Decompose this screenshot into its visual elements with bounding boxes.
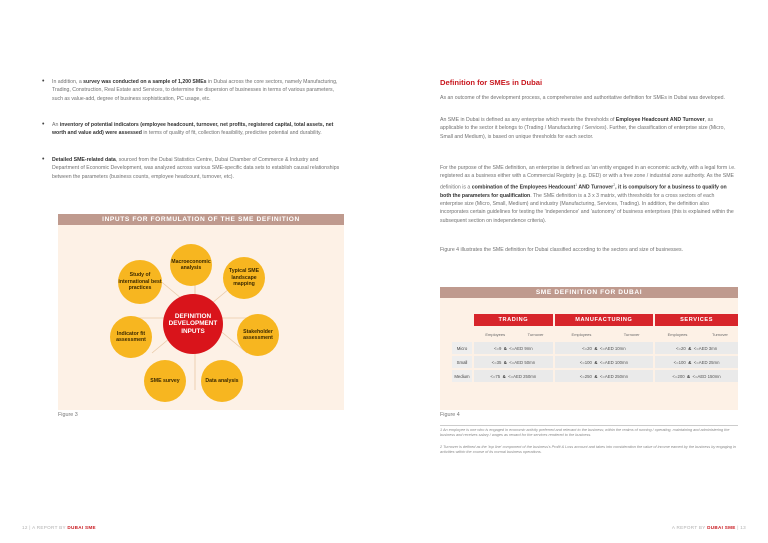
page-number: 13 bbox=[740, 525, 746, 530]
cell-trading bbox=[474, 342, 553, 354]
cell-employees: <=100 bbox=[673, 359, 686, 365]
footer-brand: DUBAI SME bbox=[67, 525, 96, 530]
ampersand: & bbox=[594, 359, 598, 365]
node-macroeconomic: Macroeconomic analysis bbox=[170, 244, 212, 286]
cell-trading bbox=[474, 356, 553, 368]
bullet-text: An bbox=[52, 122, 60, 128]
cell-services bbox=[655, 342, 738, 354]
row-label: Micro bbox=[452, 342, 472, 354]
cell-turnover: <=AED 10mn bbox=[599, 345, 626, 351]
table-sub-header-row bbox=[452, 328, 738, 340]
ampersand: & bbox=[688, 359, 692, 365]
node-best-practices: Study of international best practices bbox=[118, 260, 162, 304]
bullet-text: In addition, a bbox=[52, 79, 84, 85]
row-label: Medium bbox=[452, 370, 472, 382]
cell-services bbox=[655, 356, 738, 368]
bullet-survey bbox=[42, 78, 342, 103]
footer-text: A REPORT BY bbox=[32, 525, 66, 530]
paragraph-bold: AND Turnover bbox=[577, 184, 614, 191]
node-sme-survey: SME survey bbox=[144, 360, 186, 402]
table-row-medium bbox=[452, 370, 738, 382]
cell-turnover: <=AED 50mn bbox=[509, 359, 536, 365]
cell-manufacturing bbox=[555, 370, 653, 382]
sub-header-employees: Employees bbox=[571, 331, 592, 337]
cell-employees: <=100 bbox=[579, 359, 592, 365]
bullet-dot: • bbox=[42, 121, 45, 128]
sub-header-turnover: Turnover bbox=[527, 331, 544, 337]
bullet-text: in Dubai across the core sectors, namely Manufacturing, Trading, Construction, Real Estate and Services, to determine the dispersion of businesses in terms of various parameters, such as value-add, degree of business sophistication, PC usage, etc. bbox=[52, 79, 338, 102]
bullet-bold: survey was conducted on a sample of 1,200 SMEs bbox=[83, 79, 207, 85]
section-heading: Definition for SMEs in Dubai bbox=[440, 78, 543, 87]
paragraph-bold: , it is compulsory for a business to qualify on both the parameters for qualification bbox=[440, 184, 727, 199]
footer-brand: DUBAI SME bbox=[707, 525, 736, 530]
sub-header-turnover: Turnover bbox=[712, 331, 728, 337]
ampersand: & bbox=[594, 345, 598, 351]
cell-manufacturing bbox=[555, 342, 653, 354]
ampersand: & bbox=[503, 345, 507, 351]
cell-employees: <=200 bbox=[672, 373, 685, 379]
paragraph-4: Figure 4 illustrates the SME definition for Dubai classified according to the sectors and size of businesses. bbox=[440, 247, 684, 253]
bullet-text: , sourced from the Dubai Statistics Centre, Dubai Chamber of Commerce & Industry and Department of Economic Development, was analyzed across various SME-specific data sets to establish causal relationships between the parameters (business counts, employee headcount, turnover, etc). bbox=[52, 157, 340, 180]
paragraph-bold: combination of the Employees Headcount bbox=[471, 184, 576, 191]
node-stakeholder: Stakeholder assessment bbox=[237, 314, 279, 356]
cell-employees: <=20 bbox=[676, 345, 686, 351]
node-landscape: Typical SME landscape mapping bbox=[223, 257, 265, 299]
cell-employees: <=35 bbox=[491, 359, 502, 365]
ampersand: & bbox=[687, 373, 691, 379]
cell-employees: <=75 bbox=[490, 373, 501, 379]
paragraph-text: For the purpose of the SME definition, an enterprise is defined as 'an entity engaged in an economic activity, with a legal form i.e. registered as a business either with a Commercial Registry (e.g. DED) or with a free zone / industrial zone authority. As the SME definition is a bbox=[440, 165, 736, 191]
paragraph-text: An SME in Dubai is defined as any enterprise which meets the thresholds of bbox=[440, 117, 616, 123]
table-corner bbox=[452, 328, 472, 340]
cell-trading bbox=[474, 370, 553, 382]
cell-turnover: <=AED 250mn bbox=[599, 373, 629, 379]
footnote-ref: 1 bbox=[575, 182, 578, 187]
figure-banner: INPUTS FOR FORMULATION OF THE SME DEFINITION bbox=[58, 214, 344, 225]
ampersand: & bbox=[502, 373, 506, 379]
cell-turnover: <=AED 25mn bbox=[693, 359, 720, 365]
sme-definition-table bbox=[450, 312, 740, 384]
bullet-bold: Detailed SME-related data bbox=[52, 157, 116, 163]
cell-turnover: <=AED 3mn bbox=[693, 345, 718, 351]
paragraph-1: As an outcome of the development process, a comprehensive and authoritative definition for SMEs in Dubai was developed. bbox=[440, 95, 725, 101]
paragraph-3 bbox=[440, 164, 736, 225]
page-number: 12 bbox=[22, 525, 28, 530]
cell-turnover: <=AED 100mn bbox=[599, 359, 629, 365]
cell-services bbox=[655, 370, 738, 382]
bullet-text: in terms of quality of fit, collection feasibility, predictive potential and durability. bbox=[141, 130, 322, 137]
sector-trading: TRADING bbox=[474, 314, 553, 326]
cell-employees: <=250 bbox=[579, 373, 592, 379]
paragraph-2 bbox=[440, 116, 736, 141]
table-banner: SME DEFINITION FOR DUBAI bbox=[440, 287, 738, 298]
sub-header-employees: Employees bbox=[485, 331, 506, 337]
ampersand: & bbox=[503, 359, 507, 365]
sector-manufacturing: MANUFACTURING bbox=[555, 314, 653, 326]
bullet-bold: inventory of potential indicators (employee headcount, turnover, net profits, registered capital, total assets, net worth and value add) were assessed bbox=[52, 122, 334, 137]
sub-header-turnover: Turnover bbox=[623, 331, 640, 337]
footer-left: 12 | A REPORT BY DUBAI SME bbox=[22, 525, 96, 530]
footnote-ref: 2 bbox=[613, 182, 616, 187]
node-indicator-fit: Indicator fit assessment bbox=[110, 316, 152, 358]
cell-turnover: <=AED 150mn bbox=[692, 373, 721, 379]
table-row-small bbox=[452, 356, 738, 368]
footnote-divider bbox=[440, 425, 738, 426]
bullet-data bbox=[42, 156, 342, 181]
bullet-indicators bbox=[42, 121, 342, 138]
row-label: Small bbox=[452, 356, 472, 368]
bullet-dot: • bbox=[42, 156, 45, 163]
paragraph-bold: Employee Headcount AND Turnover bbox=[615, 117, 705, 123]
table-sector-row bbox=[452, 314, 738, 326]
sub-header-employees: Employees bbox=[667, 331, 688, 337]
figure-3-caption: Figure 3 bbox=[58, 412, 78, 418]
footnote-1: 1 An employee is one who is engaged in economic activity preferred and relevant to the business; within the realms of running / operating, maintaining and administering the business and receives salary / wages as reward for the services rendered to the business. bbox=[440, 428, 730, 437]
paragraph-text: , as applicable to the sector it belongs to (Trading / Manufacturing / Services). Further, the classification of enterprise size (Micro, Small and Medium), is based on unique thresholds for each sector. bbox=[440, 117, 725, 140]
cell-manufacturing bbox=[555, 356, 653, 368]
cell-turnover: <=AED 9mn bbox=[509, 345, 533, 351]
paragraph-text: . The SME definition is a 3 x 3 matrix, with thresholds for a cross sectors of each enterprise size (Micro, Small, Medium) and industry (Manufacturing, Services, Trading). In addition, the definition also incorporates certain guidelines for testing the 'independence' and 'autonomy' of business enterprises (this is explained within the subsequent section on independence criteria). bbox=[440, 192, 734, 224]
table-corner bbox=[452, 314, 472, 326]
center-node: DEFINITION DEVELOPMENT INPUTS bbox=[163, 294, 223, 354]
sector-services: SERVICES bbox=[655, 314, 738, 326]
cell-employees: <=20 bbox=[582, 345, 592, 351]
table-row-micro bbox=[452, 342, 738, 354]
cell-employees: <=9 bbox=[493, 345, 502, 351]
bullet-dot: • bbox=[42, 78, 45, 85]
figure-4-caption: Figure 4 bbox=[440, 412, 460, 418]
footer-text: A REPORT BY bbox=[671, 525, 706, 530]
ampersand: & bbox=[594, 373, 598, 379]
ampersand: & bbox=[688, 345, 692, 351]
footnote-2: 2 Turnover is defined as the 'top line' component of the business's Profit & Loss account and takes into consideration the value of income earned by the business by engaging in activities within the course of its normal business operations. bbox=[440, 445, 736, 454]
cell-turnover: <=AED 250mn bbox=[508, 373, 537, 379]
footer-right: A REPORT BY DUBAI SME | 13 bbox=[671, 525, 746, 530]
node-data-analysis: Data analysis bbox=[201, 360, 243, 402]
